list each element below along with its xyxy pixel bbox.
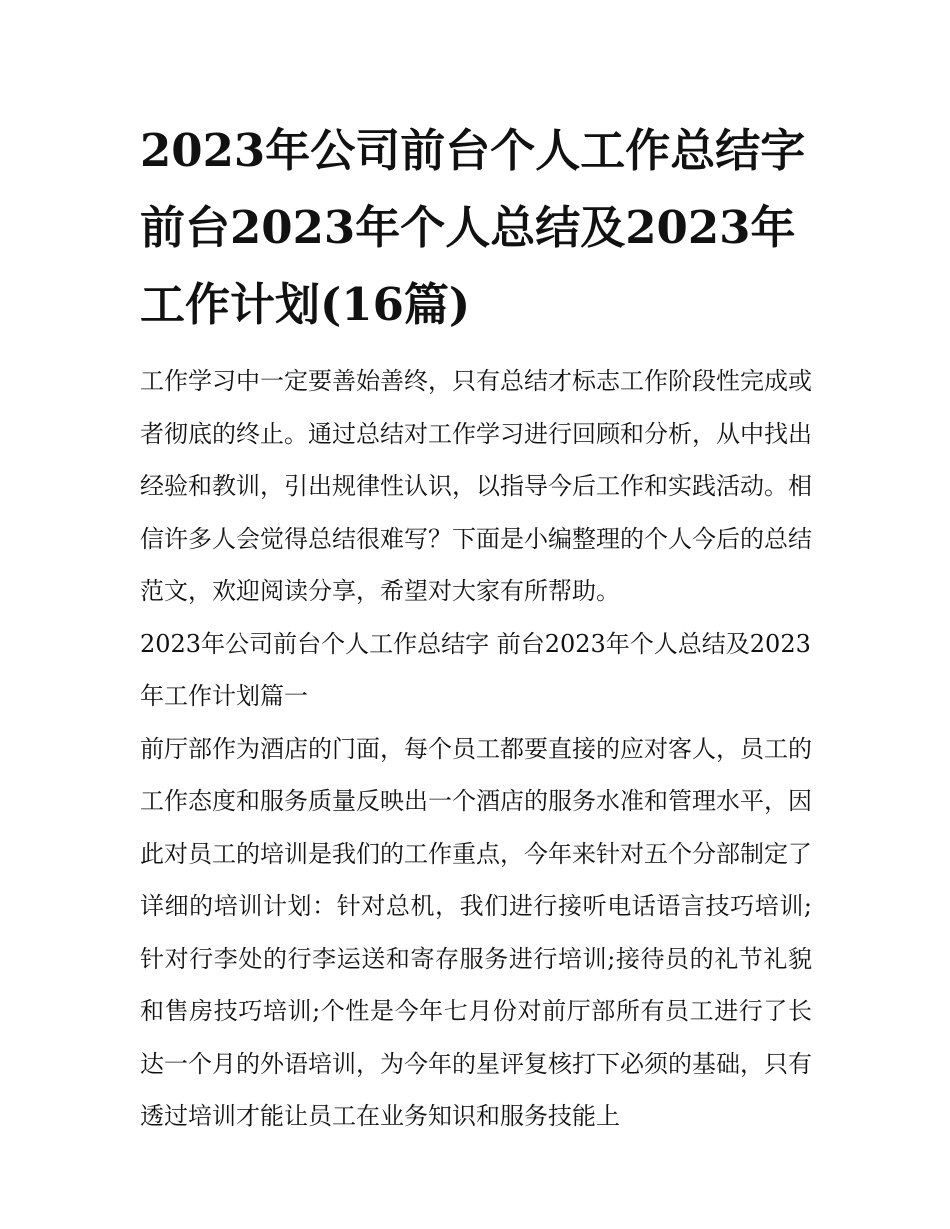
section-heading: 2023年公司前台个人工作总结字 前台2023年个人总结及2023年工作计划篇一: [140, 629, 811, 710]
body-paragraph: 前厅部作为酒店的门面，每个员工都要直接的应对客人，员工的工作态度和服务质量反映出一个酒店的服务水准和管理水平，因此对员工的培训是我们的工作重点，今年来针对五个分部制定了详细的培训计划：针对总机，我们进行接听电话语言技巧培训;针对行李处的行李运送和寄存服务进行培训;接待员的礼节礼貌和售房技巧培训;个性是今年七月份对前厅部所有员工进行了长达一个月的外语培训，为今年的星评复核打下必须的基础，只有透过培训才能让员工在业务知识和服务技能上: [140, 734, 812, 1130]
document-page: [140, 112, 812, 1143]
intro-paragraph: 工作学习中一定要善始善终，只有总结才标志工作阶段性完成或者彻底的终止。通过总结对工作学习进行回顾和分析，从中找出经验和教训，引出规律性认识，以指导今后工作和实践活动。相信许多人会觉得总结很难写？下面是小编整理的个人今后的总结范文，欢迎阅读分享，希望对大家有所帮助。: [140, 367, 812, 605]
document-title: 2023年公司前台个人工作总结字 前台2023年个人总结及2023年工作计划(16篇): [140, 124, 806, 331]
